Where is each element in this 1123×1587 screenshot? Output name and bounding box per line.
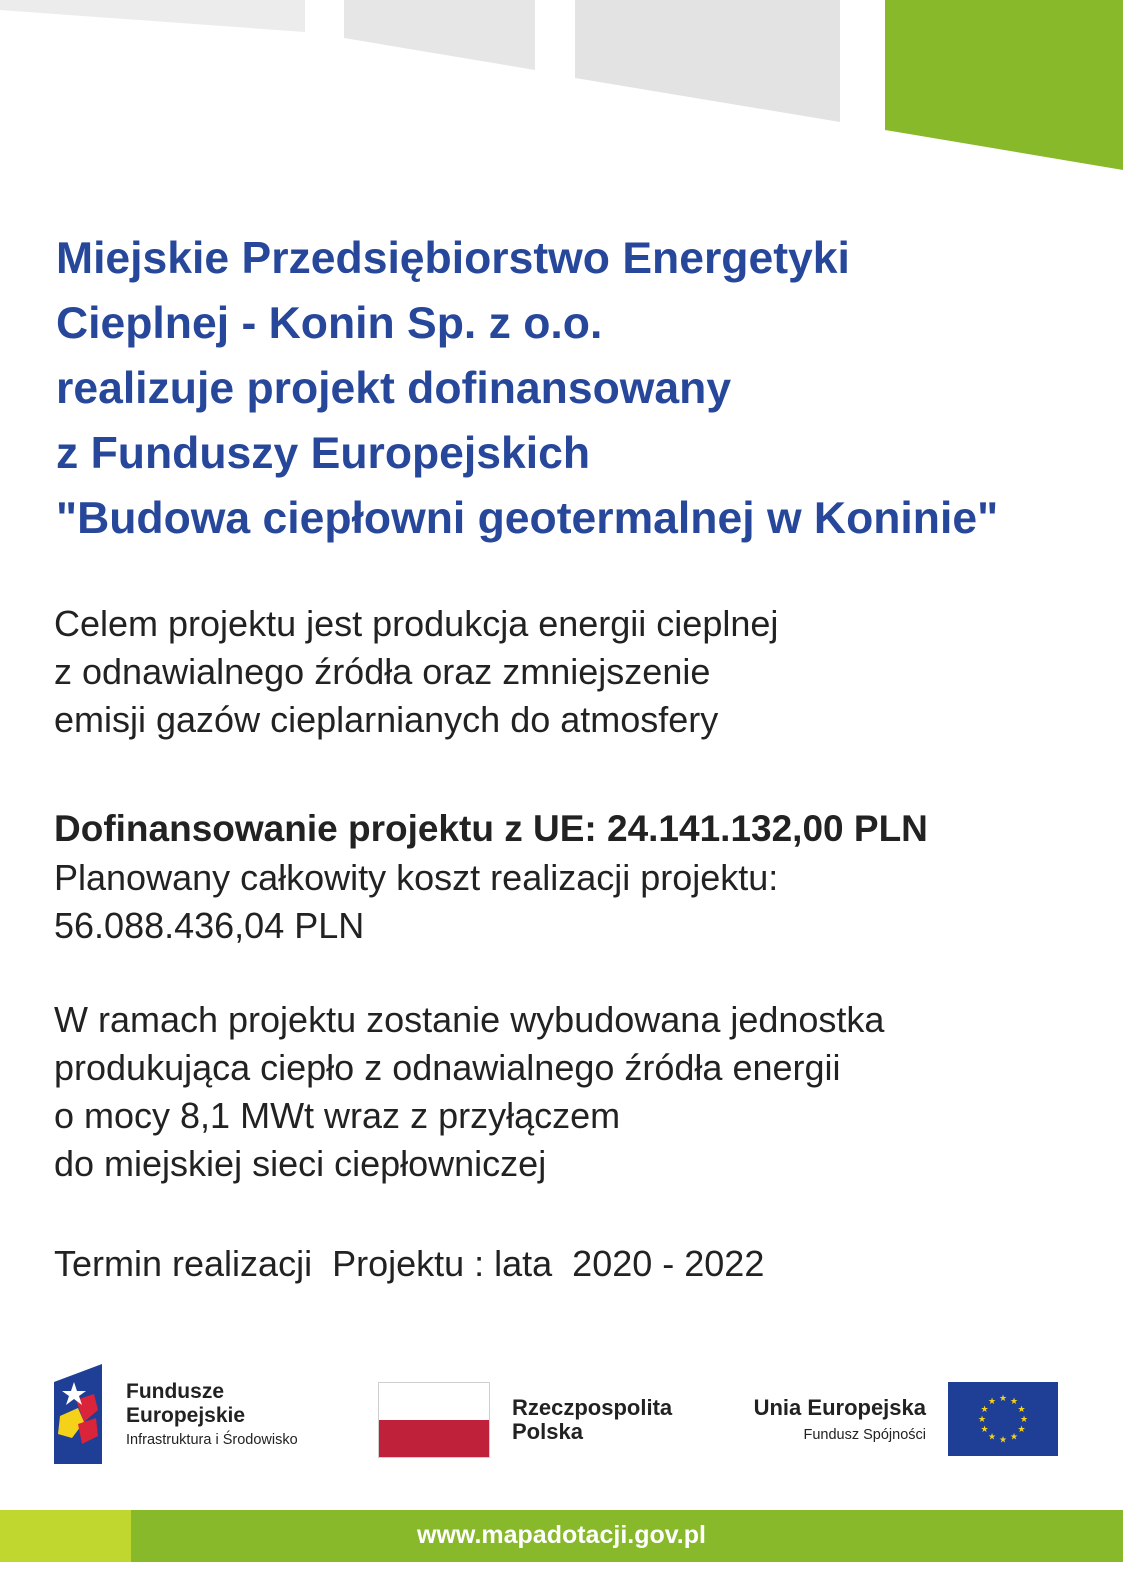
- total-cost-value: 56.088.436,04 PLN: [54, 905, 365, 946]
- title-line: "Budowa ciepłowni geotermalnej w Koninie": [56, 494, 999, 543]
- pl-logo-line1: Rzeczpospolita: [512, 1395, 673, 1420]
- svg-text:★: ★: [1017, 1405, 1026, 1415]
- eu-logo-text: [732, 1394, 926, 1448]
- svg-text:★: ★: [987, 1432, 997, 1443]
- scope-line: produkująca ciepło z odnawialnego źródła energii: [54, 1047, 841, 1088]
- goal-line: Celem projektu jest produkcja energii cieplnej: [54, 603, 779, 644]
- header-gray-panel-1: [0, 0, 305, 32]
- header-decoration: [0, 0, 1123, 240]
- fe-logo-line3: Infrastruktura i Środowisko: [126, 1432, 298, 1448]
- svg-text:★: ★: [998, 1394, 1008, 1404]
- title-line: realizuje projekt dofinansowany: [56, 364, 732, 413]
- project-term: Termin realizacji Projektu : lata 2020 - 2022: [54, 1243, 765, 1284]
- scope-line: do miejskiej sieci ciepłowniczej: [54, 1143, 547, 1184]
- fundusze-europejskie-logo-icon: [54, 1364, 104, 1464]
- logos-bar: [0, 1360, 1123, 1480]
- svg-text:★: ★: [980, 1425, 989, 1435]
- svg-text:★: ★: [1009, 1432, 1019, 1443]
- svg-text:★: ★: [980, 1405, 989, 1415]
- project-funding: [54, 804, 928, 950]
- footer-url-link[interactable]: www.mapadotacji.gov.pl: [417, 1521, 706, 1549]
- title-line: Miejskie Przedsiębiorstwo Energetyki: [56, 234, 850, 283]
- fe-logo-line2: Europejskie: [126, 1404, 246, 1427]
- svg-text:★: ★: [1017, 1425, 1026, 1435]
- project-scope: [54, 996, 884, 1188]
- header-gray-panel-2: [344, 0, 535, 70]
- eu-flag-icon: [948, 1382, 1058, 1456]
- header-gray-panel-3: [575, 0, 840, 122]
- total-cost-label: Planowany całkowity koszt realizacji projektu:: [54, 857, 779, 898]
- fe-logo-line1: Fundusze: [126, 1380, 224, 1403]
- bottom-strip: [0, 1562, 1123, 1587]
- eu-logo-line2: Fundusz Spójności: [803, 1427, 926, 1443]
- eu-logo-line1: Unia Europejska: [753, 1395, 926, 1420]
- project-goal: [54, 600, 778, 744]
- polish-flag-icon: [378, 1382, 490, 1458]
- fe-logo-text: [126, 1380, 298, 1452]
- header-green-panel: [885, 0, 1123, 170]
- goal-line: emisji gazów cieplarnianych do atmosfery: [54, 699, 719, 740]
- svg-text:★: ★: [1019, 1415, 1029, 1425]
- goal-line: z odnawialnego źródła oraz zmniejszenie: [54, 651, 711, 692]
- scope-line: o mocy 8,1 MWt wraz z przyłączem: [54, 1095, 621, 1136]
- eu-funding-amount: Dofinansowanie projektu z UE: 24.141.132,00 PLN: [54, 808, 928, 849]
- svg-text:★: ★: [1009, 1397, 1019, 1407]
- scope-line: W ramach projektu zostanie wybudowana jednostka: [54, 999, 885, 1040]
- svg-text:★: ★: [998, 1435, 1008, 1446]
- footer-bar: [0, 1510, 1123, 1562]
- pl-logo-text: [512, 1396, 672, 1444]
- title-line: Cieplnej - Konin Sp. z o.o.: [56, 299, 603, 348]
- title-line: z Funduszy Europejskich: [56, 429, 591, 478]
- svg-text:★: ★: [987, 1397, 997, 1407]
- pl-logo-line2: Polska: [512, 1419, 583, 1444]
- svg-text:★: ★: [977, 1415, 987, 1425]
- project-title: [56, 226, 1116, 551]
